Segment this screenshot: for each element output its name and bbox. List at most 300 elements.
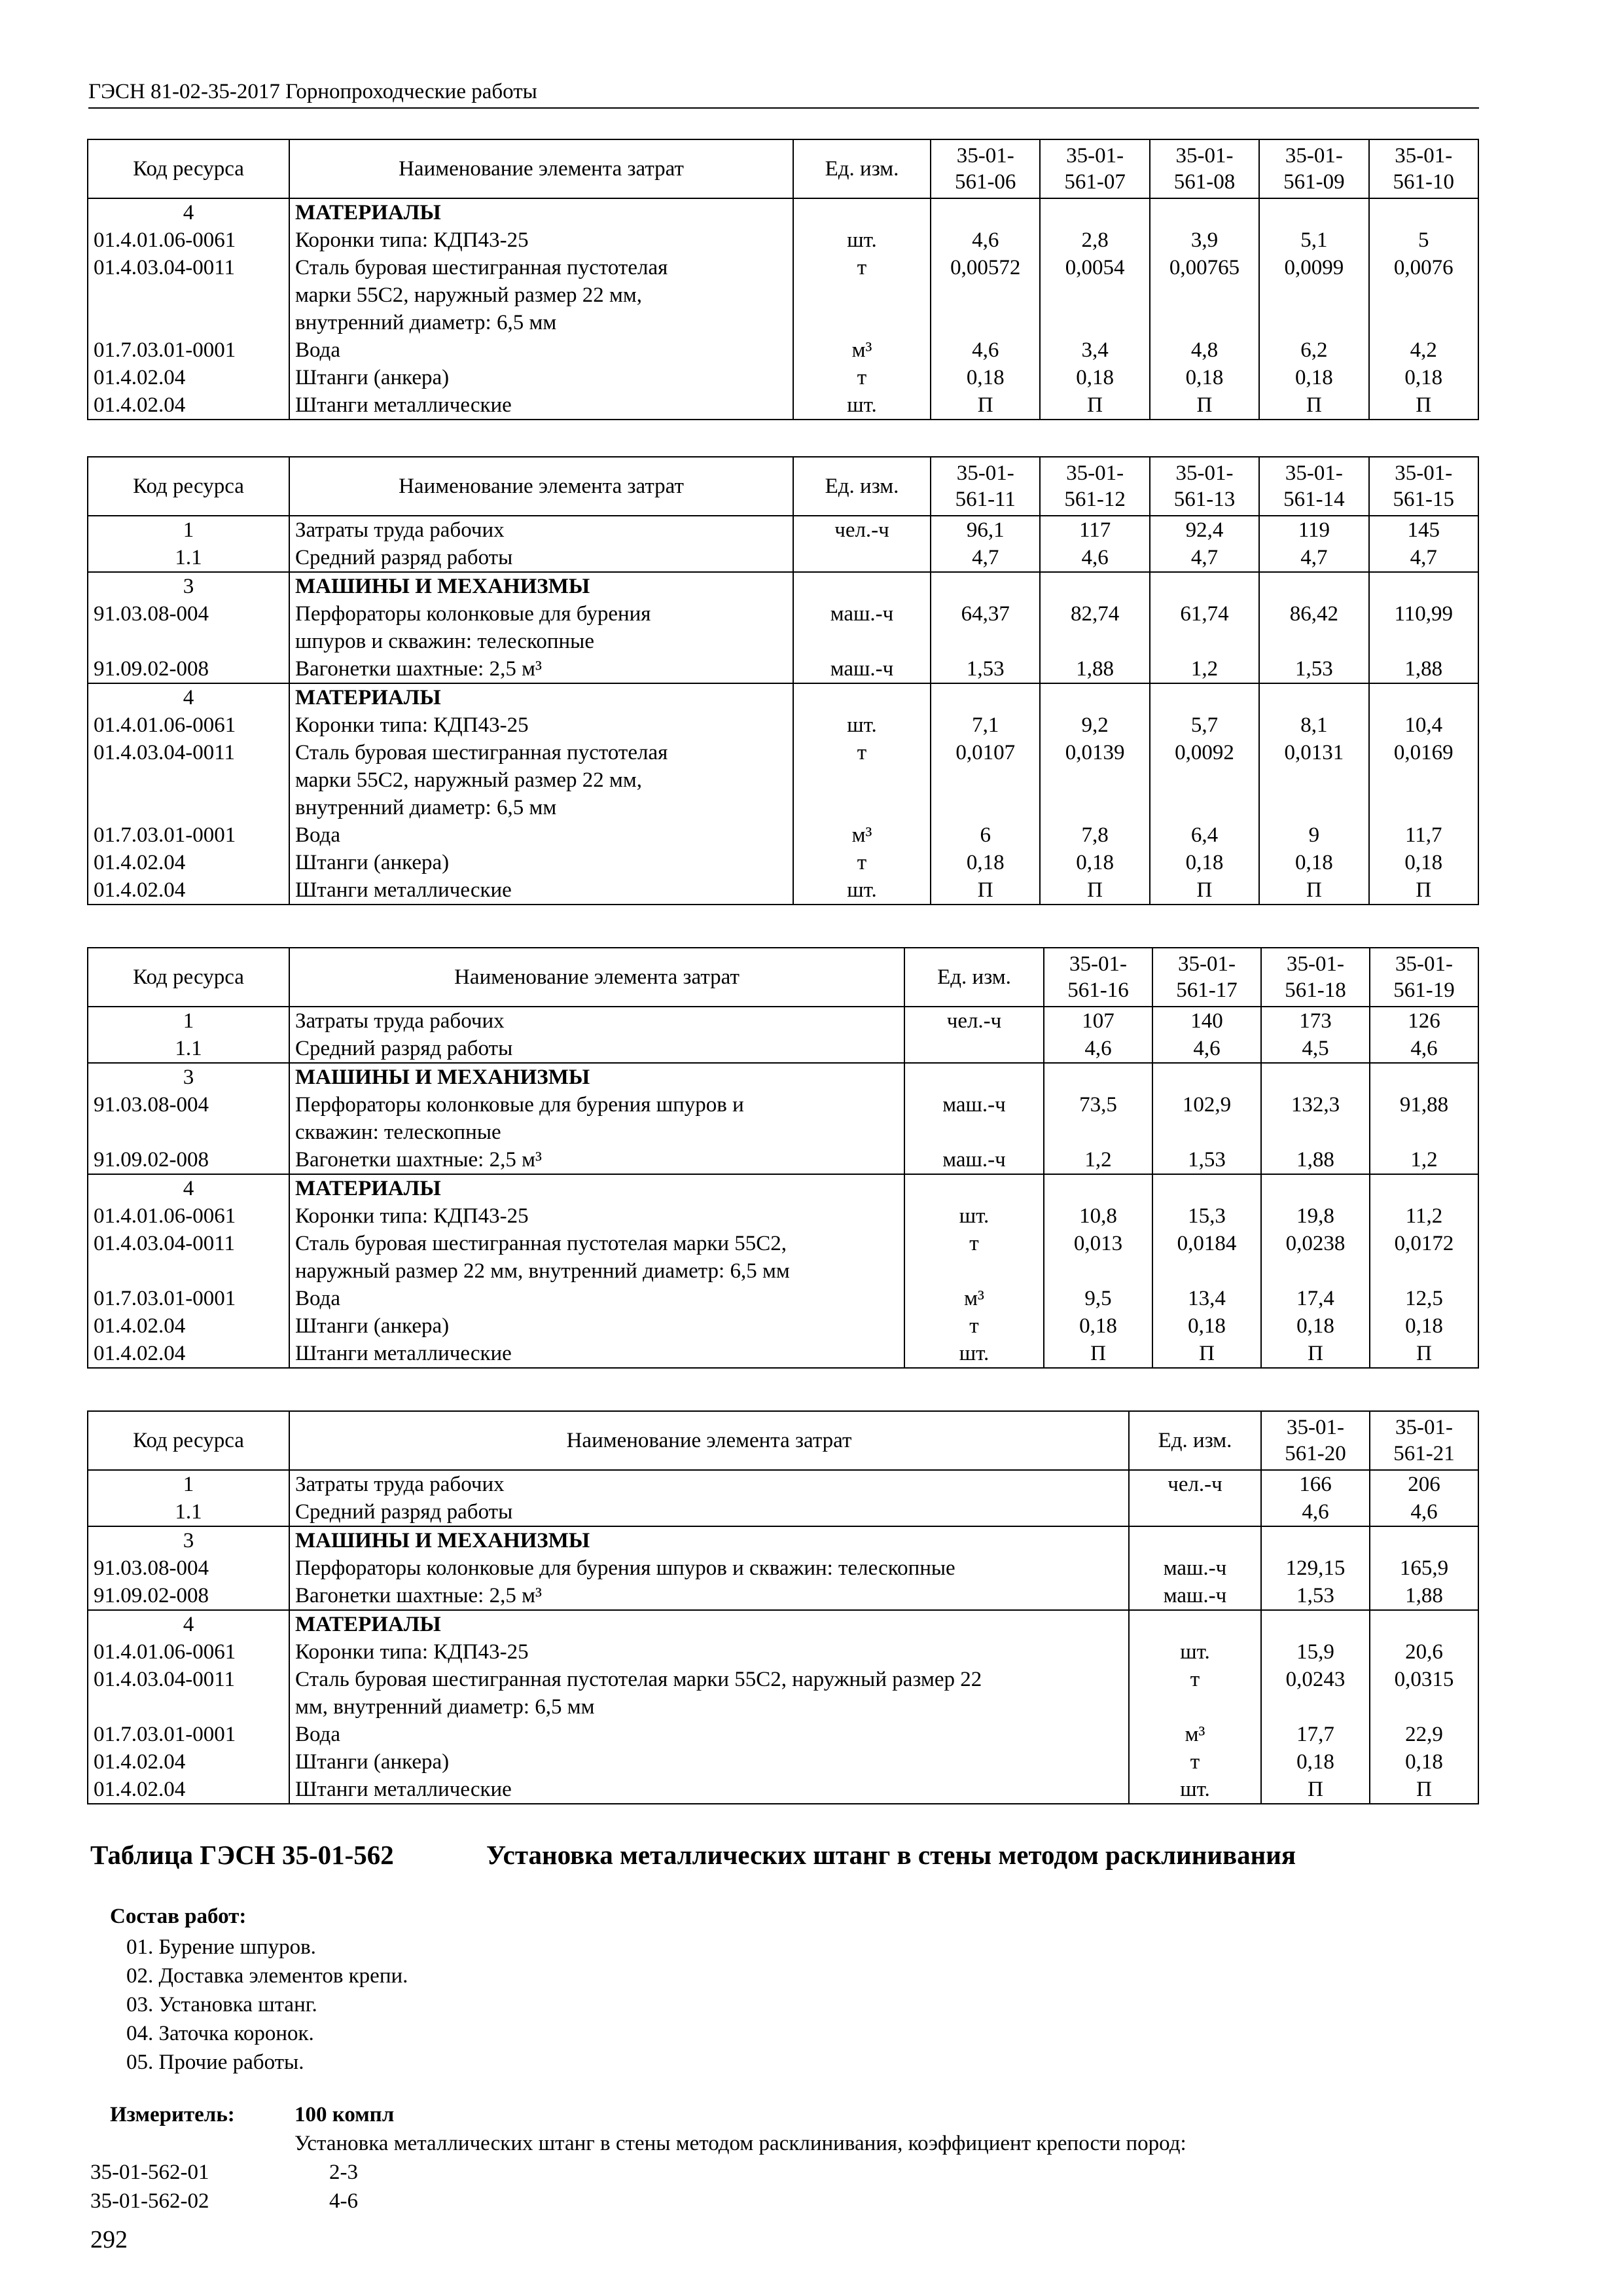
resource-unit: т [793,739,931,766]
resource-value [1259,766,1368,794]
resource-name: Вода [289,821,793,849]
resource-value: 6,2 [1259,336,1368,364]
resource-value [1261,1257,1370,1285]
resource-value: 19,8 [1261,1202,1370,1230]
resource-row [88,1312,1478,1340]
resource-unit: т [793,364,931,391]
resource-value: 9 [1259,821,1368,849]
resource-value [1370,1063,1478,1091]
resource-name: Штанги металлические [289,1340,904,1368]
resource-code: 4 [88,683,289,711]
resource-row [88,876,1478,905]
resource-row [88,1776,1478,1804]
resource-unit: т [904,1312,1044,1340]
table-title-text: Установка металлических штанг в стены методом расклинивания [486,1840,1296,1870]
resource-code: 01.4.03.04-0011 [88,254,289,281]
resource-value: 1,53 [931,655,1040,683]
resource-value: 1,53 [1261,1582,1370,1610]
resource-value: 13,4 [1152,1285,1261,1312]
resource-name: Коронки типа: КДП43-25 [289,1638,1129,1666]
resource-row [88,739,1478,766]
resource-value: 165,9 [1370,1554,1478,1582]
resource-value [1261,1610,1370,1638]
norm-value: 2-3 [329,2161,358,2184]
resource-value: 20,6 [1370,1638,1478,1666]
resource-value [1370,1174,1478,1202]
resource-value [1044,1174,1152,1202]
resource-value [1369,309,1478,336]
resource-value [1369,683,1478,711]
work-item: 01. Бурение шпуров. [126,1935,316,1959]
resource-code: 01.4.02.04 [88,1340,289,1368]
resource-unit [793,544,931,572]
resource-unit: т [793,254,931,281]
resource-name: МАТЕРИАЛЫ [289,1174,904,1202]
resource-name: Сталь буровая шестигранная пустотелая [289,739,793,766]
header-norm-code: 35-01- 561-21 [1370,1411,1478,1470]
resource-value: 0,18 [1370,1748,1478,1776]
resource-code: 1 [88,516,289,544]
resource-value: 0,18 [1150,849,1259,876]
resource-value: 1,88 [1370,1582,1478,1610]
resource-code: 3 [88,1063,289,1091]
resource-value [1259,198,1368,226]
resource-code: 01.4.02.04 [88,849,289,876]
resource-unit [904,1063,1044,1091]
resource-name: Штанги металлические [289,876,793,905]
resource-value: 6,4 [1150,821,1259,849]
resource-value: 3,4 [1040,336,1149,364]
resource-value [1044,1257,1152,1285]
resource-row [88,281,1478,309]
resource-value: 1,88 [1261,1146,1370,1174]
resource-value: П [1150,391,1259,420]
resource-value [1259,281,1368,309]
norm-value: 4-6 [329,2189,358,2213]
resource-value: 1,2 [1150,655,1259,683]
resource-value: 0,0169 [1369,739,1478,766]
resource-name: Штанги (анкера) [289,1748,1129,1776]
resource-unit: шт. [793,876,931,905]
resource-row [88,254,1478,281]
resource-row [88,336,1478,364]
resource-name: Штанги (анкера) [289,849,793,876]
resource-code: 01.4.01.06-0061 [88,711,289,739]
resource-name: Коронки типа: КДП43-25 [289,711,793,739]
header-name: Наименование элемента затрат [289,139,793,198]
resource-name: Затраты труда рабочих [289,1007,904,1035]
resource-value: 6 [931,821,1040,849]
resource-row [88,1035,1478,1063]
resource-name: марки 55С2, наружный размер 22 мм, [289,281,793,309]
header-norm-code: 35-01- 561-19 [1370,948,1478,1007]
resource-value: 117 [1040,516,1149,544]
resource-value [1150,628,1259,655]
resource-value: П [1261,1340,1370,1368]
resource-code: 01.4.03.04-0011 [88,1230,289,1257]
resource-name: внутренний диаметр: 6,5 мм [289,794,793,821]
resource-code [88,794,289,821]
resource-name: шпуров и скважин: телескопные [289,628,793,655]
resource-row [88,1693,1478,1721]
resource-unit [793,683,931,711]
resource-value [1369,572,1478,600]
resource-value: 1,53 [1259,655,1368,683]
resource-row [88,391,1478,420]
resource-value: 4,6 [1040,544,1149,572]
resource-value [1150,309,1259,336]
resource-name: мм, внутренний диаметр: 6,5 мм [289,1693,1129,1721]
header-norm-code: 35-01- 561-08 [1150,139,1259,198]
resource-code [88,766,289,794]
resource-row [88,1470,1478,1498]
work-item: 02. Доставка элементов крепи. [126,1964,408,1988]
resource-value: 17,4 [1261,1285,1370,1312]
resource-row [88,1119,1478,1146]
resource-value [1369,281,1478,309]
resource-code: 91.03.08-004 [88,600,289,628]
resource-value [1259,683,1368,711]
resource-unit [793,628,931,655]
resource-value: 0,00765 [1150,254,1259,281]
resource-row [88,1340,1478,1368]
resource-value [1044,1119,1152,1146]
resource-unit: маш.-ч [1129,1554,1261,1582]
resource-value [1369,766,1478,794]
resource-code [88,309,289,336]
resource-unit: шт. [793,391,931,420]
resource-unit: чел.-ч [904,1007,1044,1035]
resource-row [88,1257,1478,1285]
resource-code: 01.4.02.04 [88,364,289,391]
resource-value: 173 [1261,1007,1370,1035]
resource-name: Коронки типа: КДП43-25 [289,1202,904,1230]
header-name: Наименование элемента затрат [289,457,793,516]
resource-value [1040,309,1149,336]
header-norm-code: 35-01- 561-15 [1369,457,1478,516]
resource-value [1152,1119,1261,1146]
resource-value [1261,1119,1370,1146]
resource-unit [1129,1526,1261,1554]
resource-name: Штанги металлические [289,1776,1129,1804]
resource-value: 86,42 [1259,600,1368,628]
resource-value: 82,74 [1040,600,1149,628]
resource-value: 0,18 [1370,1312,1478,1340]
resource-name: Перфораторы колонковые для бурения шпуров и [289,1091,904,1119]
resource-unit: шт. [793,226,931,254]
resource-value: 110,99 [1369,600,1478,628]
resource-value: 0,0139 [1040,739,1149,766]
resource-table-561-06-10 [87,139,1479,420]
header-code: Код ресурса [88,948,289,1007]
resource-unit [1129,1498,1261,1526]
resource-code: 1.1 [88,1035,289,1063]
resource-value: 126 [1370,1007,1478,1035]
table-title-code: Таблица ГЭСН 35-01-562 [90,1840,394,1870]
header-norm-code: 35-01- 561-09 [1259,139,1368,198]
resource-value: 5 [1369,226,1478,254]
resource-value [1040,794,1149,821]
resource-value: 0,0131 [1259,739,1368,766]
resource-name: МАТЕРИАЛЫ [289,198,793,226]
resource-value [931,794,1040,821]
resource-row [88,1610,1478,1638]
resource-unit [1129,1693,1261,1721]
resource-value: 5,1 [1259,226,1368,254]
header-norm-code: 35-01- 561-10 [1369,139,1478,198]
resource-value [1259,572,1368,600]
resource-unit [904,1119,1044,1146]
resource-name: МАШИНЫ И МЕХАНИЗМЫ [289,1063,904,1091]
resource-value: 0,18 [1150,364,1259,391]
resource-code: 01.4.01.06-0061 [88,226,289,254]
resource-value [1150,794,1259,821]
resource-row [88,1202,1478,1230]
resource-row [88,1498,1478,1526]
resource-value: 4,7 [1259,544,1368,572]
resource-unit [793,281,931,309]
resource-value [1040,198,1149,226]
resource-row [88,1748,1478,1776]
resource-code: 4 [88,198,289,226]
resource-code: 91.09.02-008 [88,1582,289,1610]
resource-table-561-20-21 [87,1410,1479,1804]
resource-value [1150,683,1259,711]
table-title [90,1839,1296,1871]
header-norm-code: 35-01- 561-17 [1152,948,1261,1007]
resource-name: Вода [289,336,793,364]
resource-code: 4 [88,1174,289,1202]
resource-unit: шт. [904,1202,1044,1230]
resource-row [88,1174,1478,1202]
work-composition-list [126,1933,408,2077]
work-composition-heading: Состав работ: [110,1905,247,1928]
resource-unit: м³ [1129,1721,1261,1748]
header-code: Код ресурса [88,457,289,516]
resource-code: 91.03.08-004 [88,1554,289,1582]
header-code: Код ресурса [88,1411,289,1470]
resource-code [88,1119,289,1146]
resource-row [88,1638,1478,1666]
resource-code [88,281,289,309]
resource-value: 0,0099 [1259,254,1368,281]
resource-name: Коронки типа: КДП43-25 [289,226,793,254]
resource-value: 17,7 [1261,1721,1370,1748]
resource-unit [793,572,931,600]
header-unit: Ед. изм. [1129,1411,1261,1470]
header-norm-code: 35-01- 561-18 [1261,948,1370,1007]
resource-value: П [931,876,1040,905]
resource-row [88,1666,1478,1693]
resource-value [931,766,1040,794]
resource-name: Штанги металлические [289,391,793,420]
header-name: Наименование элемента затрат [289,1411,1129,1470]
resource-code: 1 [88,1470,289,1498]
norm-row [90,2161,358,2185]
resource-value: П [1150,876,1259,905]
header-norm-code: 35-01- 561-13 [1150,457,1259,516]
header-unit: Ед. изм. [793,139,931,198]
resource-code [88,1693,289,1721]
resource-value: П [1040,391,1149,420]
resource-row [88,600,1478,628]
resource-name: Сталь буровая шестигранная пустотелая [289,254,793,281]
resource-value [1370,1119,1478,1146]
resource-row [88,544,1478,572]
resource-value: 15,3 [1152,1202,1261,1230]
header-norm-code: 35-01- 561-20 [1261,1411,1370,1470]
resource-value [1369,198,1478,226]
resource-unit: т [1129,1748,1261,1776]
resource-row [88,821,1478,849]
resource-value [1261,1693,1370,1721]
resource-value: 96,1 [931,516,1040,544]
resource-value [1370,1693,1478,1721]
resource-value: 7,1 [931,711,1040,739]
norm-code: 35-01-562-02 [90,2189,209,2213]
resource-name: МАТЕРИАЛЫ [289,683,793,711]
resource-row [88,849,1478,876]
resource-value [931,198,1040,226]
resource-row [88,516,1478,544]
header-unit: Ед. изм. [904,948,1044,1007]
resource-value: 1,2 [1044,1146,1152,1174]
resource-name: Сталь буровая шестигранная пустотелая марки 55С2, наружный размер 22 [289,1666,1129,1693]
resource-value [1040,281,1149,309]
resource-value [1152,1063,1261,1091]
resource-unit [904,1035,1044,1063]
work-item: 05. Прочие работы. [126,2051,304,2074]
running-header: ГЭСН 81-02-35-2017 Горнопроходческие работы [88,79,1479,109]
resource-value: 0,18 [1259,364,1368,391]
resource-value: 0,0243 [1261,1666,1370,1693]
resource-value [1370,1257,1478,1285]
resource-value [931,628,1040,655]
resource-name: Вода [289,1721,1129,1748]
resource-code: 3 [88,572,289,600]
resource-value: 4,6 [1152,1035,1261,1063]
resource-row [88,1526,1478,1554]
resource-name: Перфораторы колонковые для бурения шпуров и скважин: телескопные [289,1554,1129,1582]
resource-unit: м³ [793,821,931,849]
resource-unit [793,794,931,821]
resource-name: МАШИНЫ И МЕХАНИЗМЫ [289,572,793,600]
resource-row [88,1146,1478,1174]
resource-unit: маш.-ч [904,1091,1044,1119]
resource-code: 01.4.03.04-0011 [88,1666,289,1693]
resource-value: П [1259,391,1368,420]
header-row [88,457,1478,516]
resource-code [88,1257,289,1285]
resource-unit: т [1129,1666,1261,1693]
resource-value: 1,53 [1152,1146,1261,1174]
resource-value: 0,0315 [1370,1666,1478,1693]
resource-value: 0,18 [1369,849,1478,876]
resource-unit: т [793,849,931,876]
resource-value [1261,1063,1370,1091]
resource-name: Затраты труда рабочих [289,516,793,544]
resource-value: 0,18 [1040,849,1149,876]
resource-row [88,1063,1478,1091]
resource-value [1152,1174,1261,1202]
norm-row [90,2189,358,2214]
resource-code: 01.4.03.04-0011 [88,739,289,766]
resource-row [88,1554,1478,1582]
resource-unit: шт. [904,1340,1044,1368]
resource-value [1040,683,1149,711]
resource-value: 0,18 [1040,364,1149,391]
resource-row [88,766,1478,794]
resource-value [1259,309,1368,336]
resource-name: скважин: телескопные [289,1119,904,1146]
resource-value: 0,18 [1369,364,1478,391]
resource-row [88,226,1478,254]
resource-unit: м³ [793,336,931,364]
resource-value: 0,18 [1152,1312,1261,1340]
resource-value [1040,628,1149,655]
resource-code: 01.4.02.04 [88,1748,289,1776]
resource-row [88,1721,1478,1748]
resource-value: П [1044,1340,1152,1368]
resource-value: 3,9 [1150,226,1259,254]
resource-value [1259,628,1368,655]
resource-value: 0,00572 [931,254,1040,281]
resource-value [1261,1174,1370,1202]
resource-value: 11,7 [1369,821,1478,849]
resource-value: 129,15 [1261,1554,1370,1582]
resource-unit: маш.-ч [793,655,931,683]
resource-name: Сталь буровая шестигранная пустотелая марки 55С2, [289,1230,904,1257]
resource-value: 4,7 [931,544,1040,572]
resource-unit: маш.-ч [904,1146,1044,1174]
resource-value: 0,0054 [1040,254,1149,281]
resource-code: 01.4.01.06-0061 [88,1638,289,1666]
header-name: Наименование элемента затрат [289,948,904,1007]
resource-value: 4,7 [1150,544,1259,572]
header-norm-code: 35-01- 561-12 [1040,457,1149,516]
resource-name: Штанги (анкера) [289,1312,904,1340]
resource-value: 166 [1261,1470,1370,1498]
resource-name: Средний разряд работы [289,544,793,572]
resource-name: Затраты труда рабочих [289,1470,1129,1498]
resource-row [88,1285,1478,1312]
resource-unit: маш.-ч [793,600,931,628]
resource-value [1152,1257,1261,1285]
work-item: 04. Заточка коронок. [126,2022,314,2045]
resource-value: 1,88 [1369,655,1478,683]
resource-name: Перфораторы колонковые для бурения [289,600,793,628]
resource-value: П [1370,1340,1478,1368]
resource-value: П [1040,876,1149,905]
resource-value [1369,628,1478,655]
resource-name: Вагонетки шахтные: 2,5 м³ [289,655,793,683]
resource-row [88,794,1478,821]
resource-value: 0,0238 [1261,1230,1370,1257]
resource-code [88,628,289,655]
resource-value: 4,6 [931,226,1040,254]
resource-row [88,1230,1478,1257]
resource-value: 102,9 [1152,1091,1261,1119]
resource-value: 9,2 [1040,711,1149,739]
header-norm-code: 35-01- 561-14 [1259,457,1368,516]
resource-value: 92,4 [1150,516,1259,544]
resource-value: 0,18 [1261,1312,1370,1340]
resource-value: 22,9 [1370,1721,1478,1748]
resource-value [1044,1063,1152,1091]
resource-code: 01.4.02.04 [88,876,289,905]
resource-unit: шт. [793,711,931,739]
resource-unit [1129,1610,1261,1638]
